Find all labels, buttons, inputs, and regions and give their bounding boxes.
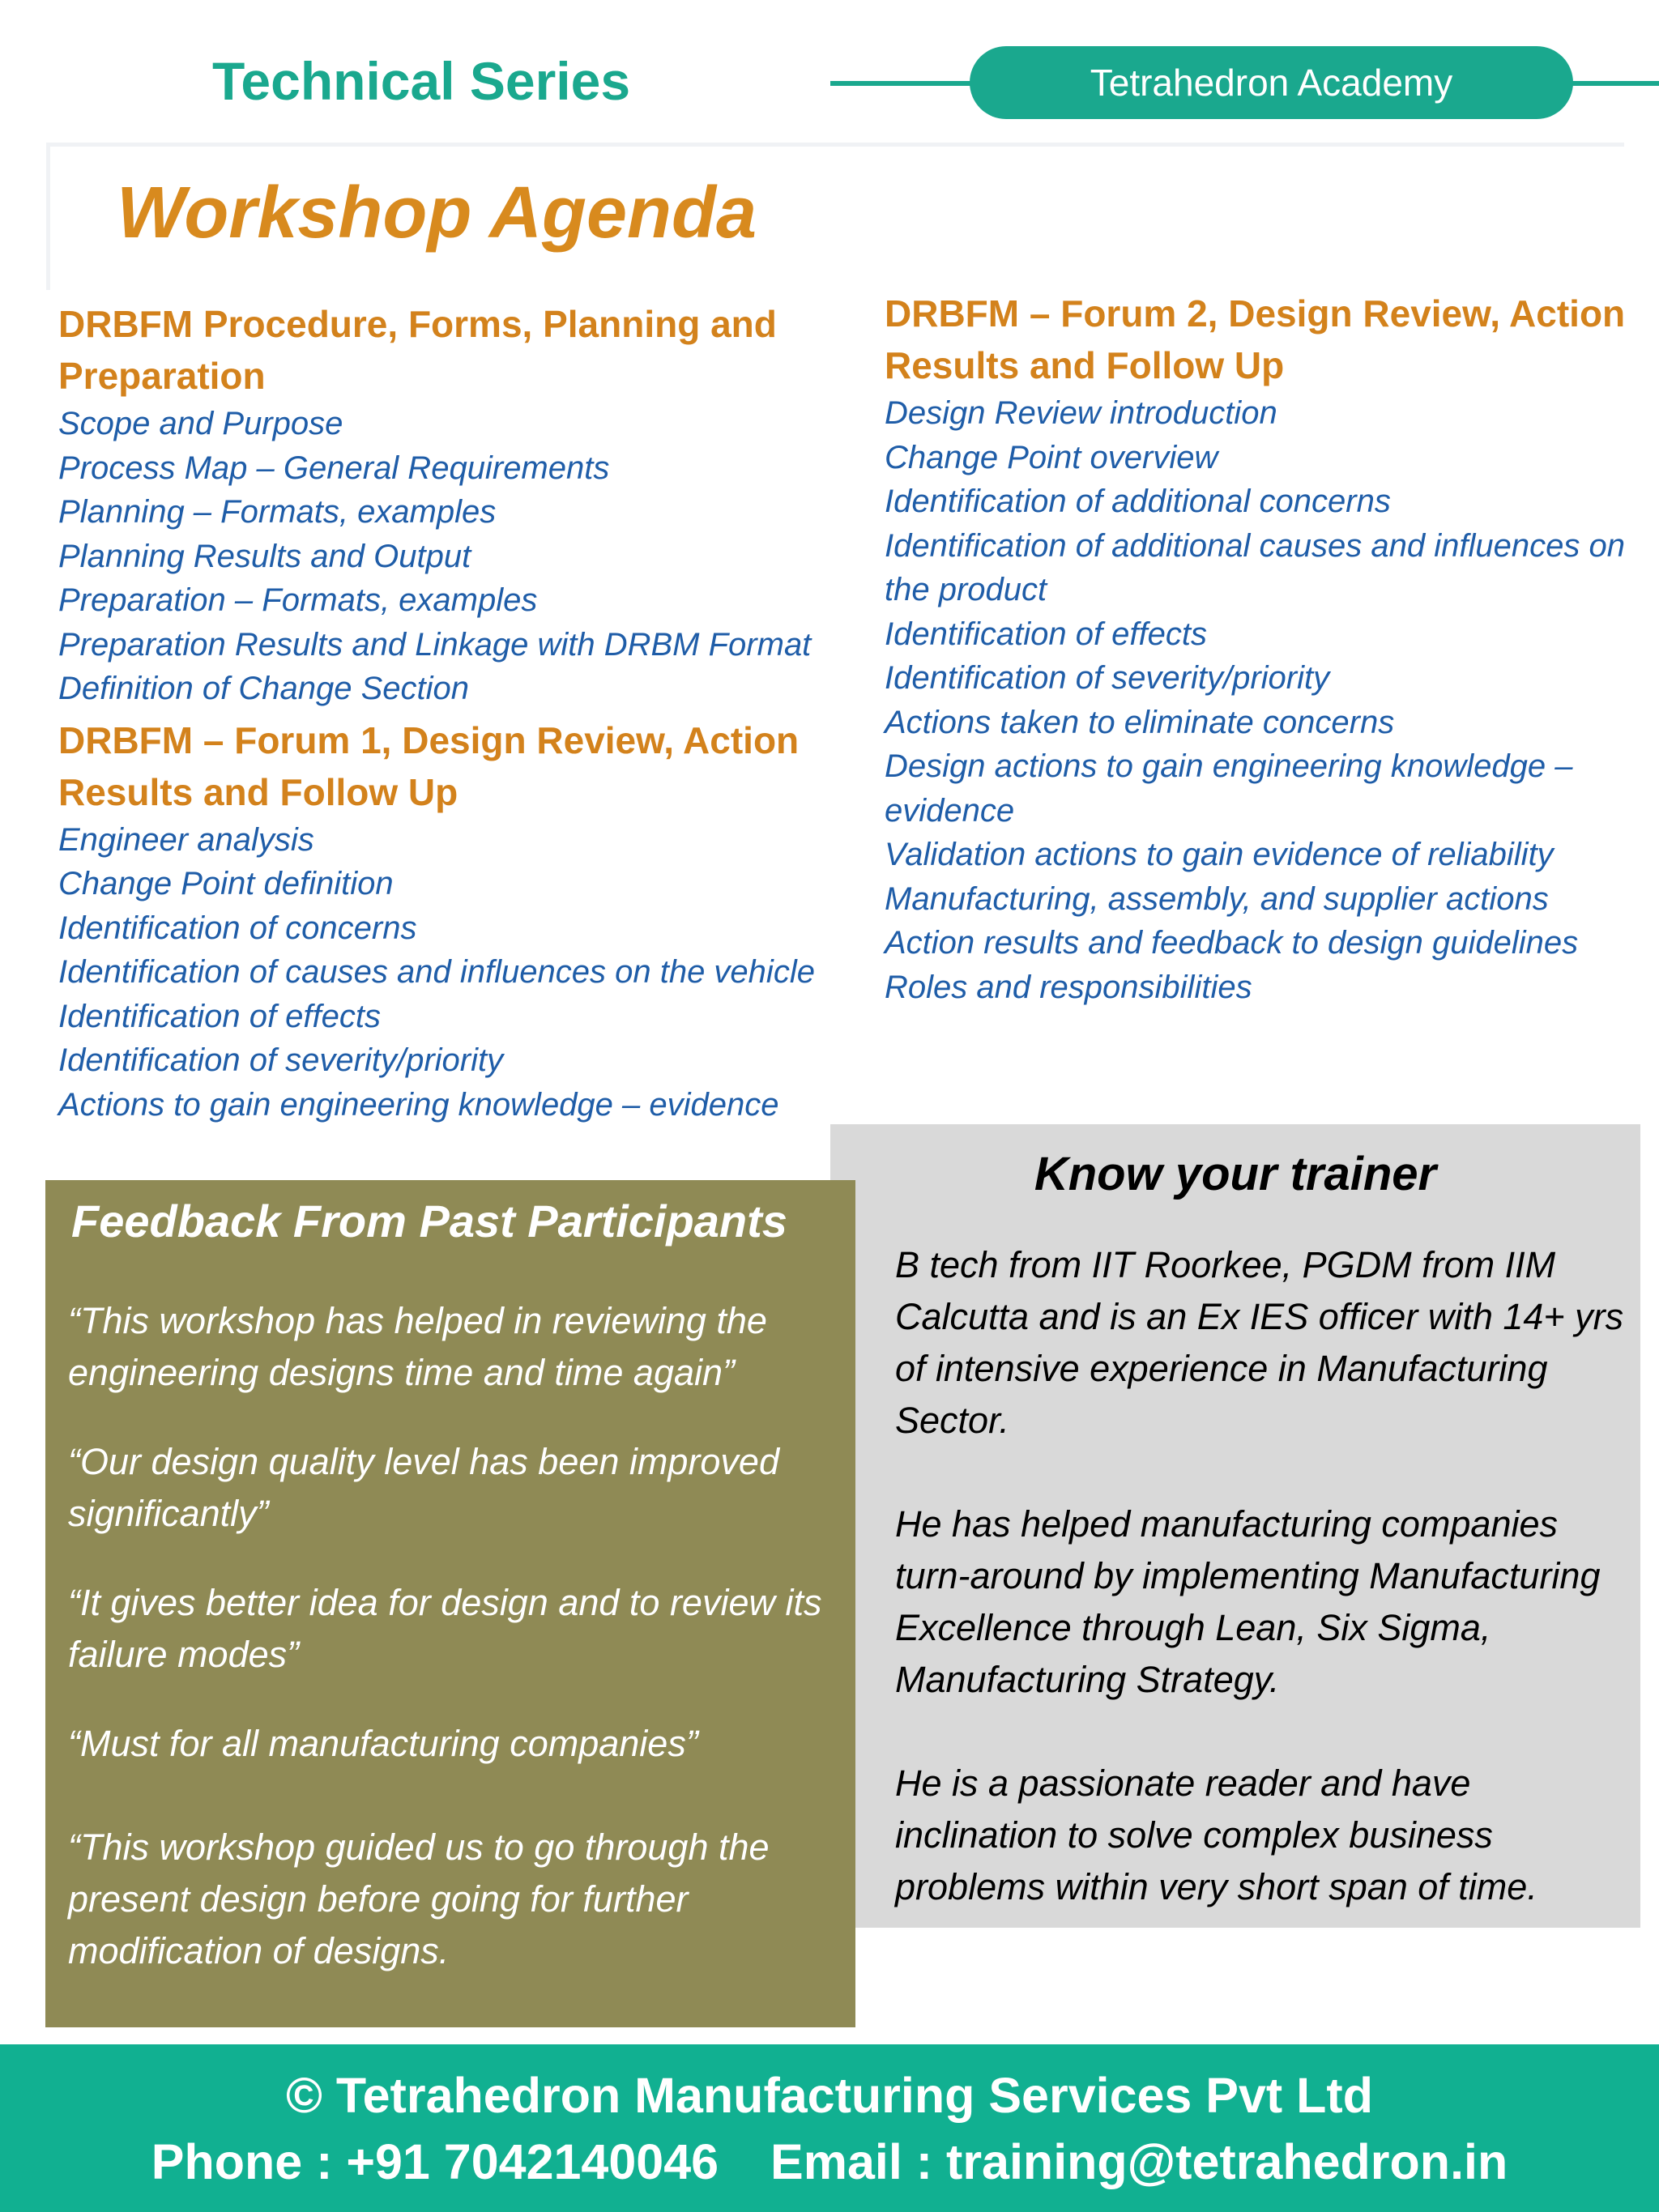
feedback-quote: “This workshop guided us to go through the present design before going for further modification of designs. — [68, 1826, 770, 1971]
agenda-item: Change Point definition — [58, 866, 394, 901]
agenda-item: Identification of additional causes and influences on the product — [885, 527, 1625, 607]
series-title: Technical Series — [212, 51, 631, 111]
footer-contact — [0, 2133, 1659, 2190]
feedback-quote: “It gives better idea for design and to review its failure modes” — [68, 1582, 822, 1675]
trainer-paragraph: He is a passionate reader and have inclination to solve complex business problems within very short span of time. — [895, 1762, 1537, 1907]
academy-badge: Tetrahedron Academy — [970, 46, 1573, 119]
agenda-left-column — [58, 298, 860, 1127]
agenda-section-heading: DRBFM – Forum 2, Design Review, Action Results and Follow Up — [885, 292, 1626, 386]
trainer-bio — [895, 1239, 1624, 1965]
footer-email: Email : training@tetrahedron.in — [770, 2134, 1508, 2189]
trainer-panel — [830, 1124, 1640, 1928]
agenda-right-column — [885, 288, 1659, 1009]
agenda-frame-top — [46, 143, 1624, 147]
agenda-item: Identification of severity/priority — [58, 1042, 504, 1078]
footer — [0, 2044, 1659, 2212]
agenda-section-heading: DRBFM Procedure, Forms, Planning and Preparation — [58, 303, 777, 397]
agenda-item: Identification of effects — [885, 616, 1208, 652]
agenda-item: Roles and responsibilities — [885, 969, 1252, 1005]
feedback-quotes — [68, 1295, 846, 1977]
agenda-item: Actions taken to eliminate concerns — [885, 704, 1395, 740]
agenda-item: Validation actions to gain evidence of reliability — [885, 837, 1554, 872]
agenda-item: Action results and feedback to design guidelines — [885, 925, 1579, 961]
agenda-section-heading: DRBFM – Forum 1, Design Review, Action Results and Follow Up — [58, 718, 800, 813]
agenda-item: Actions to gain engineering knowledge – evidence — [58, 1086, 779, 1123]
agenda-frame-left — [46, 143, 50, 290]
agenda-item: Manufacturing, assembly, and supplier actions — [885, 880, 1549, 917]
agenda-item: Identification of additional concerns — [885, 484, 1391, 519]
page-title: Workshop Agenda — [117, 173, 757, 254]
agenda-section — [58, 298, 860, 711]
agenda-item: Change Point overview — [885, 439, 1218, 475]
agenda-item: Engineer analysis — [58, 821, 314, 858]
agenda-item: Identification of concerns — [58, 910, 417, 946]
trainer-paragraph: He has helped manufacturing companies turn-around by implementing Manufacturing Excellence through Lean, Six Sigma, Manufacturing Strategy. — [895, 1503, 1601, 1700]
agenda-section — [58, 714, 860, 1127]
footer-company: © Tetrahedron Manufacturing Services Pvt Ltd — [286, 2068, 1373, 2123]
trainer-title: Know your trainer — [1034, 1148, 1437, 1200]
agenda-item: Design Review introduction — [885, 395, 1277, 431]
feedback-title: Feedback From Past Participants — [71, 1196, 787, 1247]
agenda-item: Preparation – Formats, examples — [58, 582, 538, 618]
agenda-item: Definition of Change Section — [58, 671, 469, 706]
agenda-item: Identification of severity/priority — [885, 660, 1330, 696]
agenda-section — [885, 288, 1659, 1009]
agenda-item: Process Map – General Requirements — [58, 450, 610, 486]
agenda-item: Identification of causes and influences on the vehicle — [58, 954, 815, 990]
feedback-quote: “This workshop has helped in reviewing the engineering designs time and time again” — [68, 1300, 767, 1393]
agenda-item: Preparation Results and Linkage with DRBM Format — [58, 626, 812, 663]
feedback-quote: “Our design quality level has been improved significantly” — [68, 1441, 779, 1534]
agenda-item: Identification of effects — [58, 998, 382, 1034]
agenda-item: Design actions to gain engineering knowledge – evidence — [885, 748, 1573, 829]
feedback-panel — [45, 1180, 855, 2027]
trainer-paragraph: B tech from IIT Roorkee, PGDM from IIM Calcutta and is an Ex IES officer with 14+ yrs of intensive experience in Manufacturing Sector. — [895, 1244, 1624, 1441]
agenda-item: Scope and Purpose — [58, 406, 343, 441]
agenda-item: Planning – Formats, examples — [58, 494, 497, 530]
footer-phone: Phone : +91 7042140046 — [151, 2134, 719, 2189]
feedback-quote: “Must for all manufacturing companies” — [68, 1723, 698, 1764]
agenda-item: Planning Results and Output — [58, 538, 471, 574]
